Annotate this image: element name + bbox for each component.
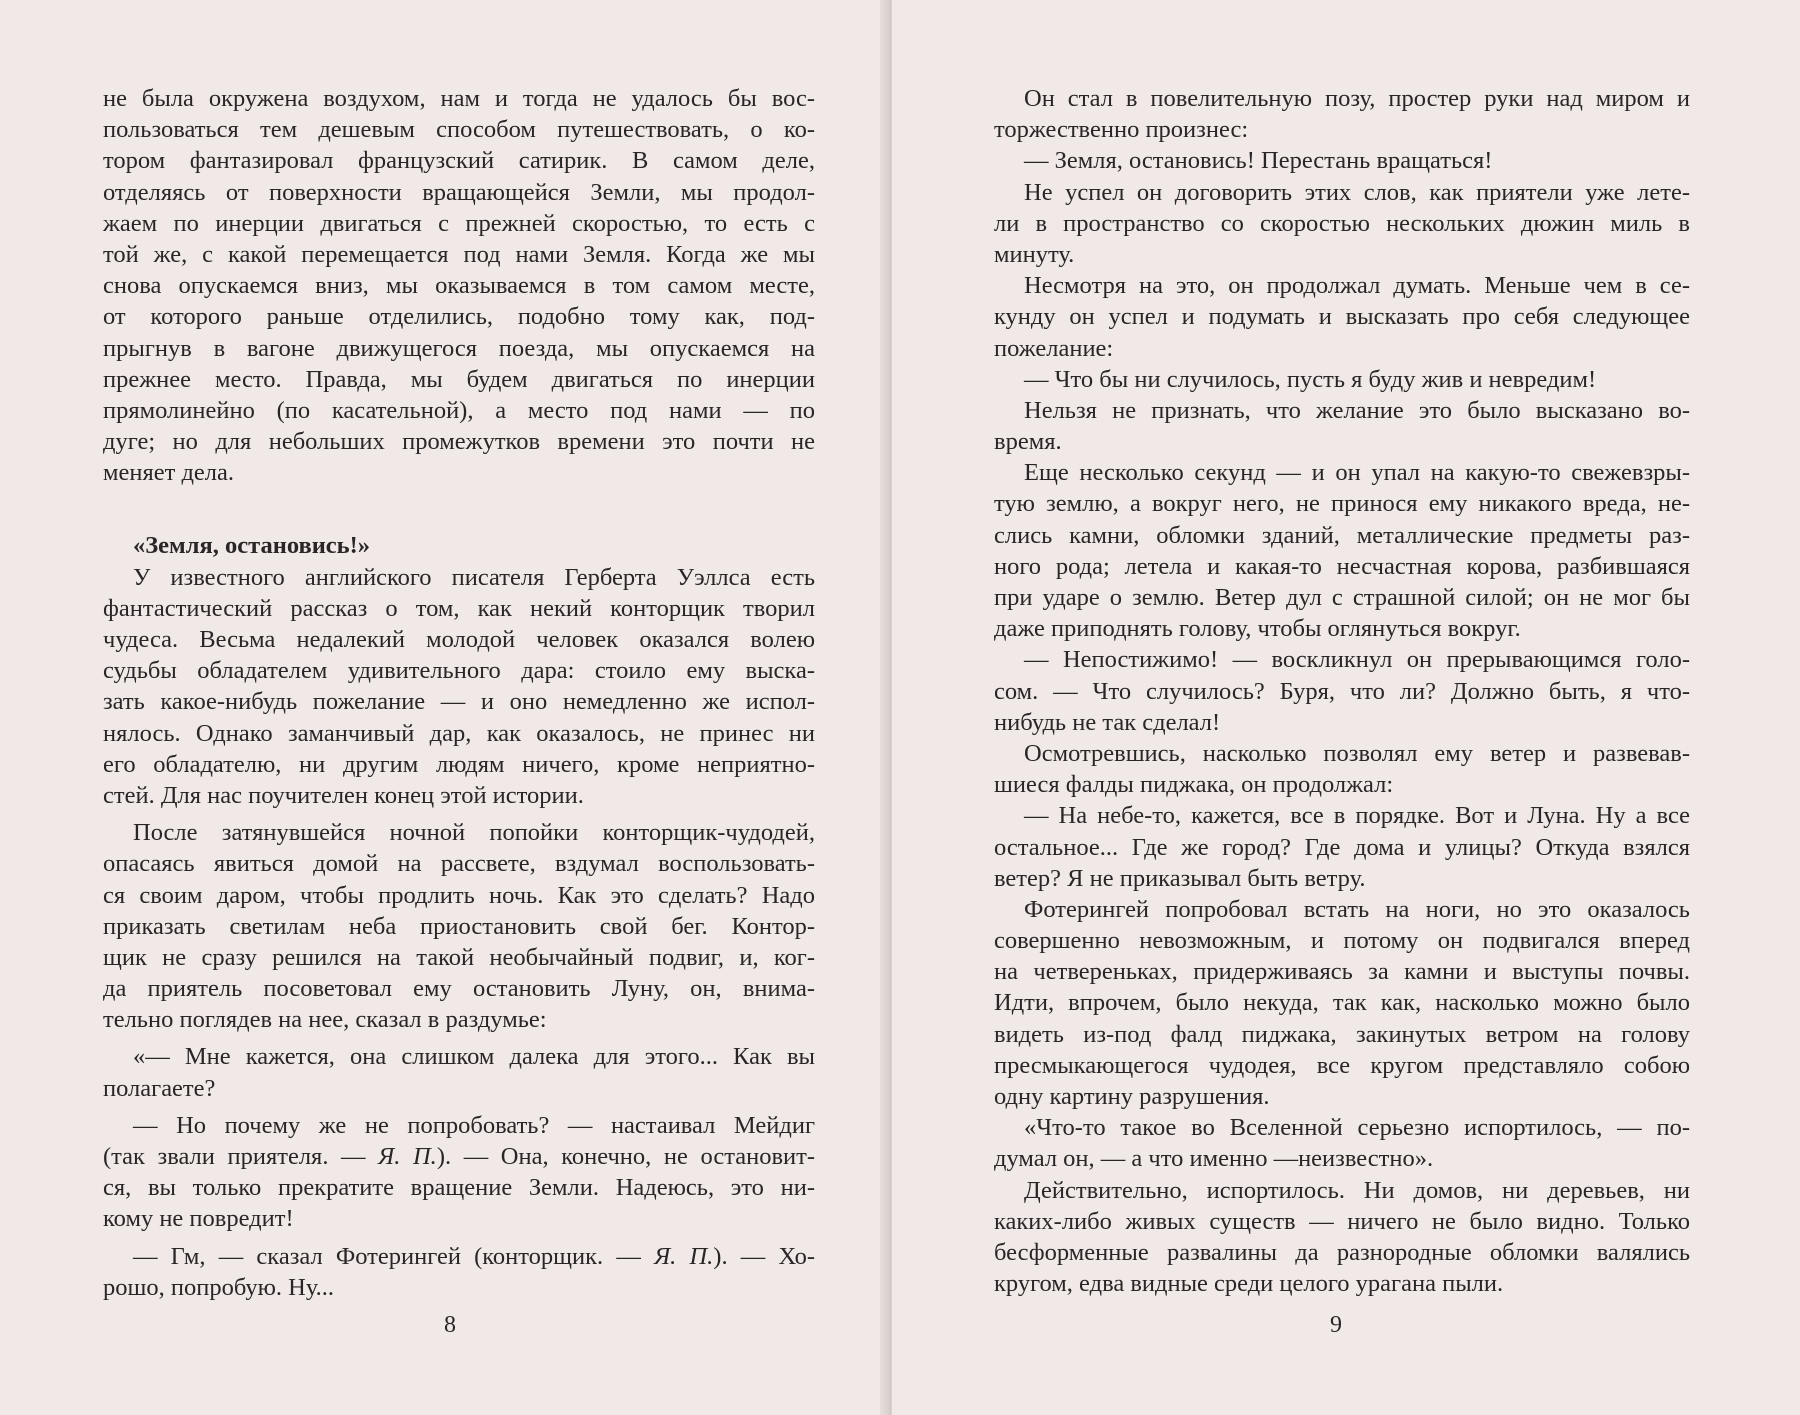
text-line: ветер? Я не приказывал быть ветру.	[994, 864, 1366, 892]
text-line: сом. — Что случилось? Буря, что ли? Должно быть, я что-	[994, 677, 1690, 705]
text-line: остальное... Где же город? Где дома и улицы? Откуда взялся	[994, 833, 1690, 861]
text-line: — На небе-то, кажется, все в порядке. Вот и Луна. Ну а все	[1024, 802, 1690, 830]
left-page-text	[103, 83, 815, 1303]
text-line: кругом, едва видные среди целого урагана пыли.	[994, 1270, 1504, 1298]
text-line: «— Мне кажется, она слишком далека для этого... Как вы	[133, 1043, 815, 1071]
text-line: «Что-то такое во Вселенной серьезно испортилось, — по-	[1024, 1114, 1690, 1142]
right-page-text	[994, 83, 1690, 1299]
text-line: рошо, попробую. Ну...	[103, 1273, 335, 1301]
text-line: меняет дела.	[103, 459, 235, 487]
text-line: от которого раньше отделились, подобно тому как, под-	[103, 303, 815, 331]
text-line: приказать светилам неба приостановить свой бег. Контор-	[103, 912, 815, 940]
text-line: прямолинейно (по касательной), а место под нами — по	[103, 396, 815, 424]
text-line: опасаясь явиться домой на рассвете, вздумал воспользовать-	[103, 850, 815, 878]
text-line: время.	[994, 428, 1062, 456]
text-line: щик не сразу решился на такой необычайный подвиг, и, ког-	[103, 943, 815, 971]
text-line: тую землю, а вокруг него, не принося ему никакого вреда, не-	[994, 490, 1690, 518]
text-line: Не успел он договорить этих слов, как приятели уже лете-	[1024, 178, 1690, 206]
text-line: ся своим даром, чтобы продлить ночь. Как это сделать? Надо	[103, 881, 815, 909]
text-line: пользоваться тем дешевым способом путешествовать, о ко-	[103, 116, 815, 144]
text-line: при ударе о землю. Ветер дул с страшной силой; он не мог бы	[994, 584, 1690, 611]
text-line: Действительно, испортилось. Ни домов, ни деревьев, ни	[1024, 1176, 1690, 1204]
text-line: тельно поглядев на нее, сказал в раздумье:	[103, 1006, 547, 1034]
text-line: нибудь не так сделал!	[994, 708, 1221, 736]
left-page	[0, 0, 888, 1415]
text-line: нялось. Однако заманчивый дар, как оказалось, не принес ни	[103, 719, 815, 747]
text-line: — Гм, — сказал Фотерингей (конторщик. — Я. П.). — Хо-	[133, 1242, 816, 1270]
text-line: — Что бы ни случилось, пусть я буду жив и невредим!	[1024, 365, 1597, 393]
text-line: даже приподнять голову, чтобы оглянуться вокруг.	[994, 615, 1521, 643]
page-number: 8	[444, 1312, 456, 1338]
text-line: бесформенные развалины да разнородные обломки валялись	[994, 1238, 1690, 1266]
text-line: пожелание:	[994, 334, 1114, 362]
author-initials: Я. П.	[654, 1242, 714, 1270]
text-line: зать какое-нибудь пожелание — и оно немедленно же испол-	[103, 688, 815, 716]
text-line: Фотерингей попробовал встать на ноги, но это оказалось	[1024, 895, 1690, 923]
text-line: прежнее место. Правда, мы будем двигаться по инерции	[103, 365, 815, 393]
text-line: совершенно невозможным, и потому он подвигался вперед	[994, 927, 1690, 955]
text-line: — Но почему же не попробовать? — настаивал Мейдиг	[133, 1111, 815, 1139]
text-line: Он стал в повелительную позу, простер руки над миром и	[1024, 85, 1690, 112]
text-line: минуту.	[994, 240, 1075, 268]
text-line: После затянувшейся ночной попойки конторщик-чудодей,	[133, 819, 815, 847]
text-line: (так звали приятеля. — Я. П.). — Она, конечно, не остановит-	[103, 1143, 816, 1170]
text-line: Нельзя не признать, что желание это было высказано во-	[1024, 396, 1690, 424]
text-line: чудеса. Весьма недалекий молодой человек оказался волею	[103, 626, 815, 653]
text-line: фантастический рассказ о том, как некий конторщик творил	[103, 594, 815, 622]
text-line: на четвереньках, придерживаясь за камни и выступы почвы.	[994, 958, 1690, 986]
text-line: снова опускаемся вниз, мы оказываемся в том самом месте,	[103, 272, 815, 300]
text-line: думал он, — а что именно —неизвестно».	[994, 1145, 1434, 1173]
text-line: пресмыкающегося чудодея, все кругом представляло собою	[994, 1051, 1690, 1079]
text-line: Несмотря на это, он продолжал думать. Меньше чем в се-	[1024, 272, 1690, 300]
text-line: шиеся фалды пиджака, он продолжал:	[994, 771, 1394, 799]
text-line: одну картину разрушения.	[994, 1083, 1270, 1110]
text-line: прыгнув в вагоне движущегося поезда, мы опускаемся на	[103, 334, 815, 362]
text-line: его обладателю, ни другим людям ничего, кроме неприятно-	[103, 750, 815, 778]
text-line: Идти, впрочем, было некуда, так как, насколько можно было	[994, 989, 1690, 1017]
text-line: дуге; но для небольших промежутков времени это почти не	[103, 428, 815, 456]
text-line: той же, с какой перемещается под нами Земля. Когда же мы	[103, 240, 815, 268]
text-line: ли в пространство со скоростью нескольких дюжин миль в	[994, 209, 1690, 237]
right-page	[892, 0, 1800, 1415]
text-line: жаем по инерции двигаться с прежней скоростью, то есть с	[103, 209, 815, 237]
text-line: Еще несколько секунд — и он упал на какую-то свежевзры-	[1024, 459, 1690, 487]
text-line: ного рода; летела и какая-то несчастная корова, разбившаяся	[994, 552, 1690, 580]
text-line: отделяясь от поверхности вращающейся Земли, мы продол-	[103, 178, 815, 206]
text-line: Осмотревшись, насколько позволял ему ветер и развевав-	[1024, 739, 1690, 767]
page-number: 9	[1330, 1312, 1342, 1338]
section-heading: «Земля, остановись!»	[133, 532, 371, 560]
text-line: — Земля, остановись! Перестань вращаться!	[1024, 147, 1493, 175]
text-line: стей. Для нас поучителен конец этой истории.	[103, 781, 584, 809]
text-line: — Непостижимо! — воскликнул он прерывающимся голо-	[1024, 646, 1690, 674]
text-line: ся, вы только прекратите вращение Земли. Надеюсь, это ни-	[103, 1174, 815, 1202]
text-line: кунду он успел и подумать и высказать про себя следующее	[994, 303, 1690, 331]
text-line: судьбы обладателем удивительного дара: стоило ему выска-	[103, 657, 815, 685]
text-line: полагаете?	[103, 1074, 216, 1102]
author-initials: Я. П.	[378, 1143, 437, 1170]
text-line: кому не повредит!	[103, 1205, 294, 1233]
text-line: тором фантазировал французский сатирик. В самом деле,	[103, 147, 815, 175]
text-line: У известного английского писателя Герберта Уэллса есть	[133, 563, 815, 591]
text-line: слись камни, обломки зданий, металлические предметы раз-	[994, 521, 1690, 549]
text-line: каких-либо живых существ — ничего не было видно. Только	[994, 1207, 1690, 1235]
text-line: видеть из-под фалд пиджака, закинутых ветром на голову	[994, 1020, 1690, 1048]
text-line: да приятель посоветовал ему остановить Луну, он, внима-	[103, 975, 815, 1003]
text-line: торжественно произнес:	[994, 116, 1249, 144]
text-line: не была окружена воздухом, нам и тогда не удалось бы вос-	[103, 85, 815, 112]
